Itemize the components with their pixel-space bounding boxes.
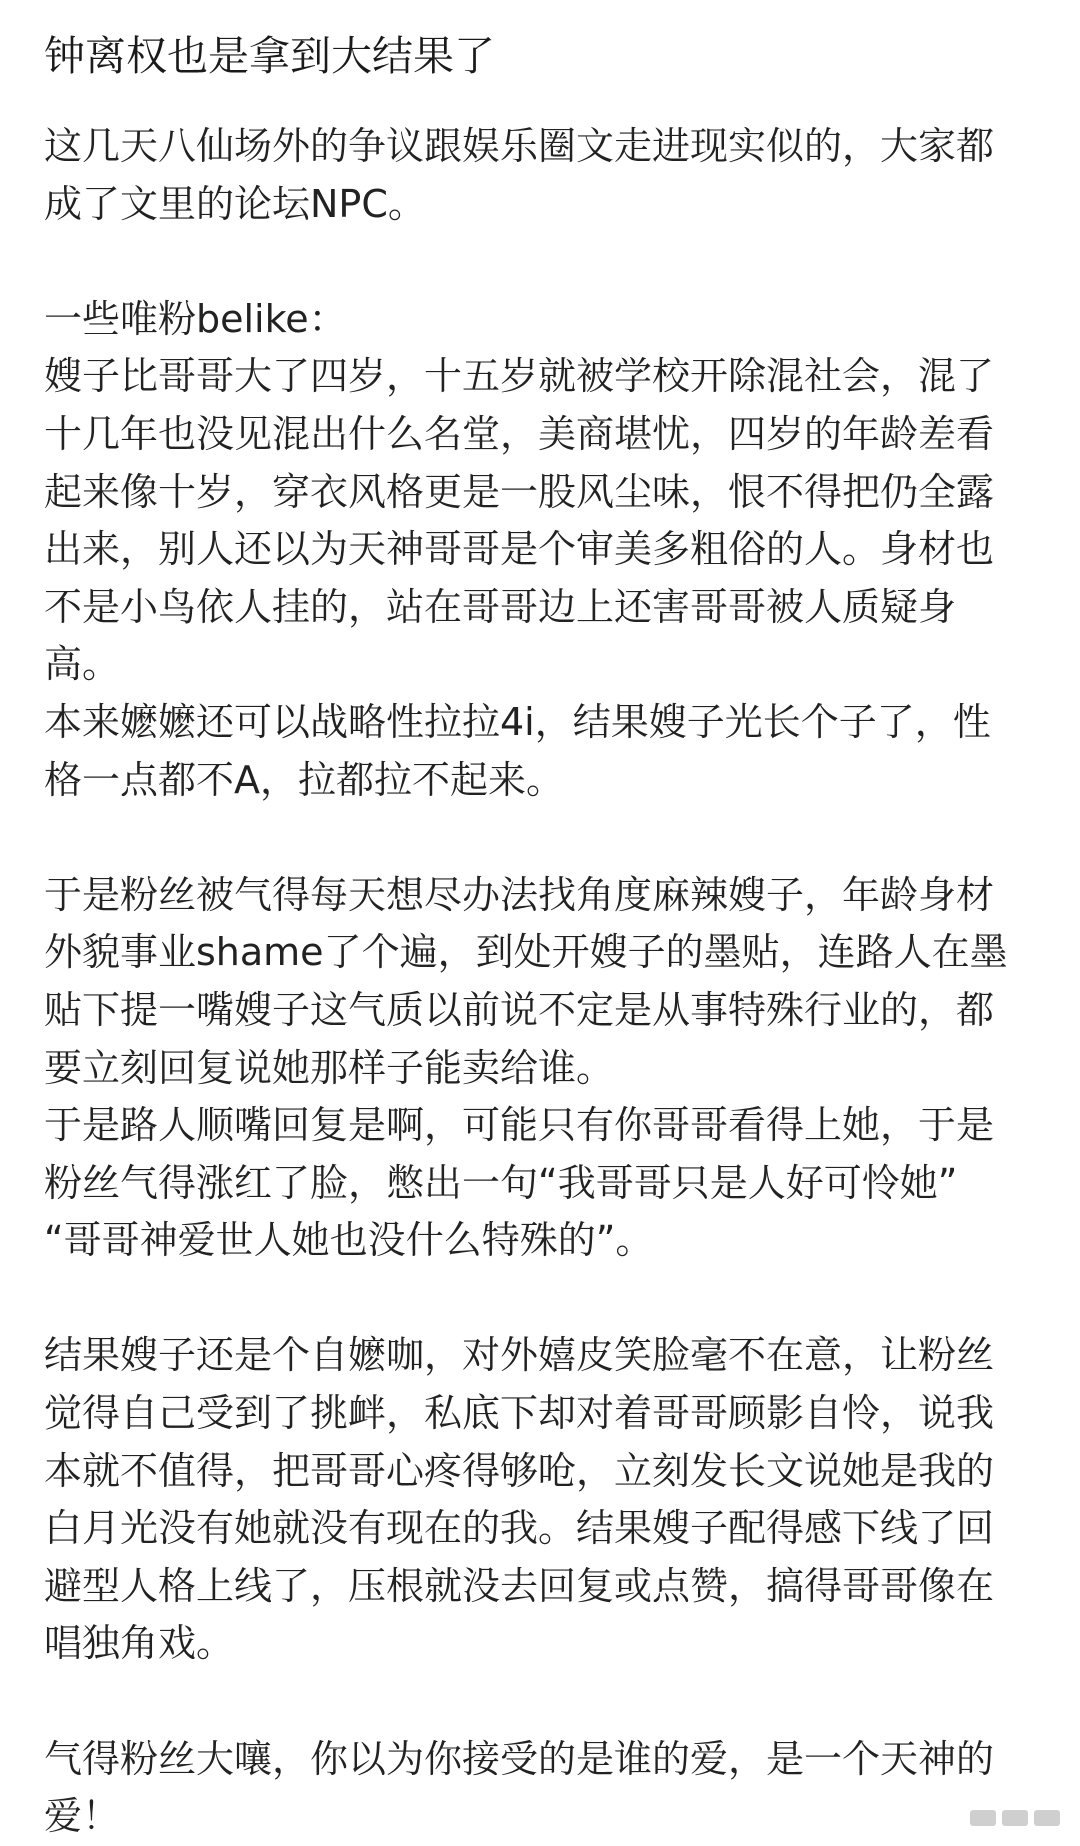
text-line: 爱！ xyxy=(44,1794,121,1839)
paragraph-gap xyxy=(44,233,1044,291)
watermark-block xyxy=(1034,1810,1060,1826)
text-line: 高。 xyxy=(44,642,121,687)
paragraph-3 xyxy=(44,867,1044,1270)
text-line: 避型人格上线了，压根就没去回复或点赞，搞得哥哥像在 xyxy=(44,1563,995,1608)
text-line: 起来像十岁，穿衣风格更是一股风尘味，恨不得把仍全露 xyxy=(44,469,995,514)
text-line: “哥哥神爱世人她也没什么特殊的”。 xyxy=(44,1218,654,1263)
text-line: 外貌事业shame了个遍，到处开嫂子的墨贴，连路人在墨 xyxy=(44,930,1008,975)
watermark-block xyxy=(970,1810,996,1826)
text-line: 贴下提一嘴嫂子这气质以前说不定是从事特殊行业的，都 xyxy=(44,987,995,1032)
text-line: 结果嫂子还是个自嬷咖，对外嬉皮笑脸毫不在意，让粉丝 xyxy=(44,1333,995,1378)
paragraph-gap xyxy=(44,1270,1044,1328)
text-line: 格一点都不A，拉都拉不起来。 xyxy=(44,757,564,802)
text-line: 粉丝气得涨红了脸，憋出一句“我哥哥只是人好可怜她” xyxy=(44,1160,958,1205)
paragraph-1 xyxy=(44,118,1044,233)
post-container xyxy=(44,22,1044,1846)
paragraph-2 xyxy=(44,291,1044,809)
text-line: 成了文里的论坛NPC。 xyxy=(44,181,426,226)
paragraph-4 xyxy=(44,1327,1044,1673)
paragraph-gap xyxy=(44,1673,1044,1731)
watermark-logo xyxy=(970,1806,1066,1830)
paragraph-5 xyxy=(44,1731,1044,1846)
text-line: 于是路人顺嘴回复是啊，可能只有你哥哥看得上她，于是 xyxy=(44,1103,995,1148)
text-line: 本就不值得，把哥哥心疼得够呛，立刻发长文说她是我的 xyxy=(44,1448,995,1493)
text-line: 唱独角戏。 xyxy=(44,1621,235,1666)
text-line: 出来，别人还以为天神哥哥是个审美多粗俗的人。身材也 xyxy=(44,527,995,572)
text-line: 嫂子比哥哥大了四岁，十五岁就被学校开除混社会，混了 xyxy=(44,354,995,399)
post-title: 钟离权也是拿到大结果了 xyxy=(44,32,495,80)
text-line: 本来嬷嬷还可以战略性拉拉4i，结果嫂子光长个子了，性 xyxy=(44,699,991,744)
paragraph-gap xyxy=(44,809,1044,867)
text-line: 觉得自己受到了挑衅，私底下却对着哥哥顾影自怜，说我 xyxy=(44,1391,995,1436)
text-line: 气得粉丝大嚷，你以为你接受的是谁的爱，是一个天神的 xyxy=(44,1736,995,1781)
text-line: 一些唯粉belike： xyxy=(44,296,347,341)
text-line: 不是小鸟依人挂的，站在哥哥边上还害哥哥被人质疑身 xyxy=(44,584,957,629)
text-line: 白月光没有她就没有现在的我。结果嫂子配得感下线了回 xyxy=(44,1506,995,1551)
text-line: 十几年也没见混出什么名堂，美商堪忧，四岁的年龄差看 xyxy=(44,411,995,456)
text-line: 这几天八仙场外的争议跟娱乐圈文走进现实似的，大家都 xyxy=(44,124,995,168)
text-line: 要立刻回复说她那样子能卖给谁。 xyxy=(44,1045,615,1090)
text-line: 于是粉丝被气得每天想尽办法找角度麻辣嫂子，年龄身材 xyxy=(44,872,995,917)
watermark-block xyxy=(1002,1810,1028,1826)
